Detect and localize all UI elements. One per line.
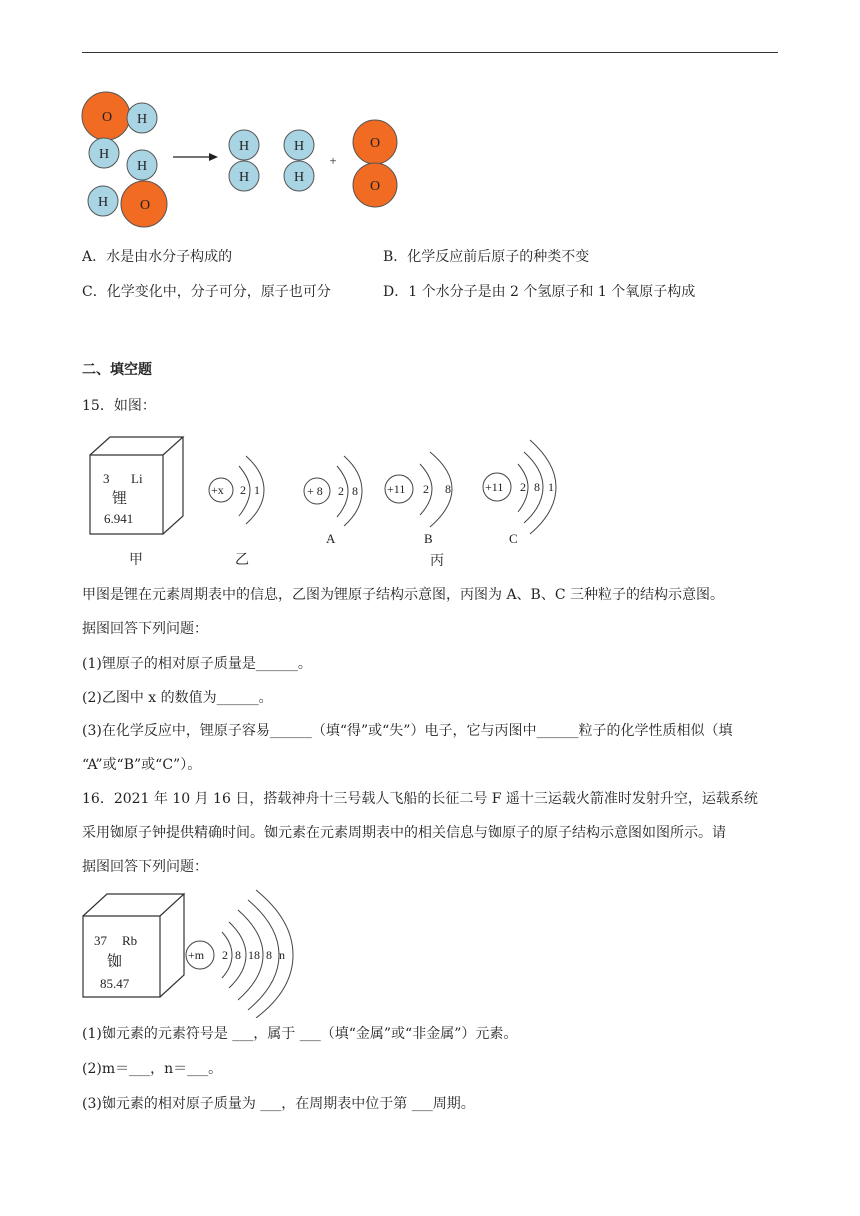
water-decomposition-figure: [78, 90, 418, 235]
lithium-structure-figure: [80, 428, 580, 578]
svg-text:8: 8: [266, 948, 272, 962]
svg-text:O: O: [369, 136, 381, 151]
svg-text:8: 8: [352, 484, 358, 498]
svg-text:2: 2: [240, 483, 246, 497]
label-a: A: [326, 531, 336, 546]
svg-text:8: 8: [445, 482, 451, 496]
label-yi: 乙: [235, 553, 249, 568]
q15-subquestion-3-line1: (3)在化学反应中，锂原子容易______（填“得”或“失”）电子，它与丙图中______粒子的化学性质相似（填: [82, 723, 733, 739]
q15-subquestion-2: (2)乙图中 x 的数值为______。: [82, 690, 273, 706]
q15-description-1: 甲图是锂在元素周期表中的信息，乙图为锂原子结构示意图，丙图为 A、B、C 三种粒子的结构示意图。: [82, 587, 725, 603]
section-title: 二、填空题: [82, 362, 152, 378]
question-15-stem: 15．如图：: [82, 398, 156, 414]
question-16-stem-1: 16．2021 年 10 月 16 日，搭载神舟十三号载人飞船的长征二号 F 遥十三运载火箭准时发射升空，运载系统: [82, 791, 758, 807]
svg-text:O: O: [101, 110, 113, 125]
svg-text:1: 1: [548, 480, 554, 494]
header-rule: [82, 52, 778, 53]
svg-text:3: 3: [103, 471, 110, 486]
svg-text:H: H: [238, 139, 250, 154]
label-c: C: [509, 531, 518, 546]
svg-text:2: 2: [222, 948, 228, 962]
svg-text:Li: Li: [131, 471, 143, 486]
svg-text:1: 1: [254, 483, 260, 497]
plus-sign: +: [329, 153, 337, 168]
q16-subquestion-2: (2)m＝___，n＝___。: [82, 1061, 223, 1077]
svg-text:H: H: [293, 170, 305, 185]
option-c: C．化学变化中，分子可分，原子也可分: [82, 284, 331, 300]
label-jia: 甲: [129, 553, 143, 568]
svg-text:H: H: [136, 159, 148, 174]
svg-text:8: 8: [534, 480, 540, 494]
q16-subquestion-1: (1)铷元素的元素符号是 ___，属于 ___（填“金属”或“非金属”）元素。: [82, 1026, 518, 1042]
svg-text:H: H: [293, 139, 305, 154]
q15-description-2: 据图回答下列问题：: [82, 621, 208, 637]
svg-text:+11: +11: [387, 482, 406, 496]
q16-subquestion-3: (3)铷元素的相对原子质量为 ___，在周期表中位于第 ___周期。: [82, 1096, 475, 1112]
svg-text:Rb: Rb: [122, 933, 138, 948]
svg-text:2: 2: [423, 482, 429, 496]
option-d: D．1 个水分子是由 2 个氢原子和 1 个氧原子构成: [383, 284, 696, 300]
label-bing: 丙: [430, 554, 444, 569]
svg-text:+11: +11: [485, 480, 504, 494]
reaction-arrow: [173, 153, 218, 161]
svg-text:H: H: [136, 112, 148, 127]
rubidium-structure-figure: [80, 878, 310, 1018]
svg-text:+ 8: + 8: [307, 484, 323, 498]
svg-text:+x: +x: [211, 483, 224, 497]
svg-text:H: H: [238, 170, 250, 185]
svg-text:O: O: [369, 179, 381, 194]
svg-text:+m: +m: [188, 948, 205, 962]
svg-text:6.941: 6.941: [104, 511, 134, 526]
svg-text:2: 2: [338, 484, 344, 498]
svg-text:2: 2: [520, 480, 526, 494]
svg-text:85.47: 85.47: [100, 976, 130, 991]
svg-text:H: H: [97, 195, 109, 210]
svg-text:O: O: [139, 198, 151, 213]
svg-text:8: 8: [235, 948, 241, 962]
q15-subquestion-3-line2: “A”或“B”或“C”）。: [82, 757, 202, 773]
question-16-stem-3: 据图回答下列问题：: [82, 859, 208, 875]
option-a: A．水是由水分子构成的: [82, 249, 233, 265]
svg-text:n: n: [279, 948, 285, 962]
svg-text:铷: 铷: [107, 954, 123, 970]
svg-text:18: 18: [248, 948, 260, 962]
label-b: B: [424, 531, 433, 546]
svg-text:37: 37: [94, 933, 107, 948]
q15-subquestion-1: (1)锂原子的相对原子质量是______。: [82, 656, 312, 672]
question-16-stem-2: 采用铷原子钟提供精确时间。铷元素在元素周期表中的相关信息与铷原子的原子结构示意图如图所示。请: [82, 825, 726, 841]
option-b: B．化学反应前后原子的种类不变: [383, 249, 590, 265]
svg-text:锂: 锂: [112, 491, 128, 507]
svg-text:H: H: [98, 147, 110, 162]
